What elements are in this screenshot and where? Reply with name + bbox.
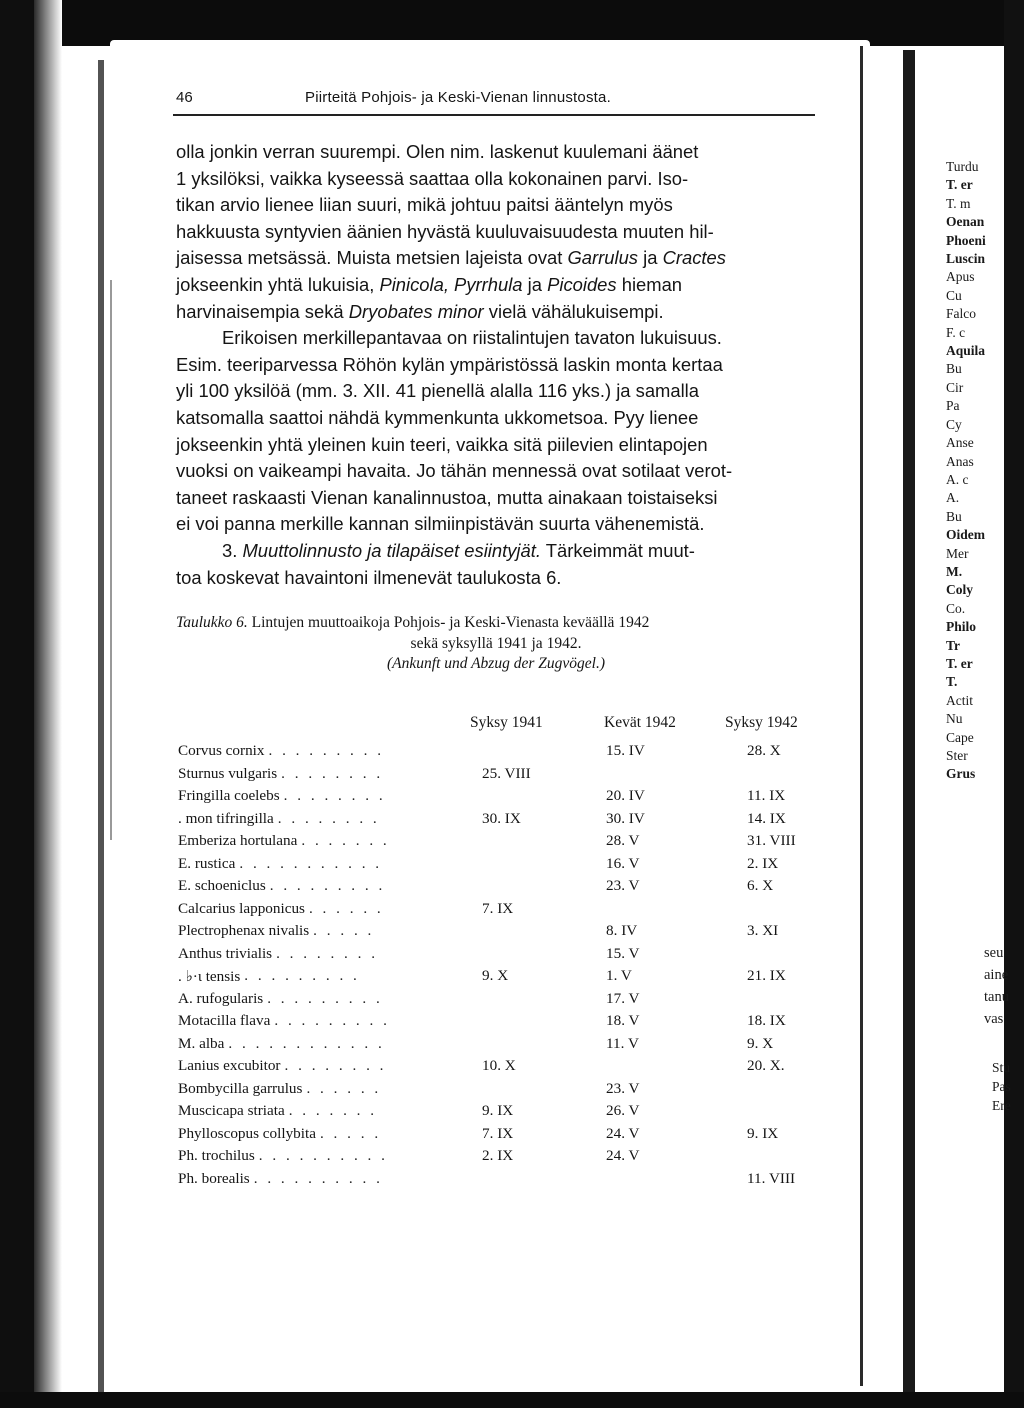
- table-row: [178, 1170, 838, 1193]
- value-kevat-1942: 23. V: [606, 877, 640, 894]
- table-caption: [176, 613, 816, 675]
- species-name: E. rustica: [178, 854, 236, 872]
- fragment-text: Co.: [946, 600, 966, 616]
- fragment-text: T. er: [946, 177, 973, 193]
- table-row: [178, 1035, 838, 1058]
- adjacent-page-fragment-lower: [984, 942, 1024, 1030]
- table-row: [178, 945, 838, 968]
- fragment-text: Stu: [992, 1060, 1011, 1075]
- fragment-text: aine: [984, 967, 1009, 983]
- value-kevat-1942: 1. V: [606, 967, 632, 984]
- value-kevat-1942: 16. V: [606, 854, 640, 872]
- value-syksy-1942: 6. X: [747, 877, 774, 894]
- fragment-text: Cape: [946, 729, 974, 745]
- value-kevat-1942: 24. V: [606, 1124, 640, 1142]
- table-row: [178, 765, 838, 788]
- value-syksy-1942: 31. VIII: [747, 832, 796, 849]
- text-line: toa koskevat havaintoni ilmenevät taulukosta 6.: [176, 566, 562, 588]
- value-syksy-1942: 9. X: [747, 1034, 774, 1052]
- dot-leader: . . . . . . . .: [283, 787, 386, 804]
- value-syksy-1942: 2. IX: [747, 854, 779, 872]
- scan-gap: [110, 40, 870, 50]
- dot-leader: . . . . . .: [306, 1079, 382, 1097]
- fragment-text: vas: [984, 1011, 1004, 1027]
- species-name: . ♭·ι tensis: [178, 968, 241, 985]
- fragment-text: A. c: [946, 471, 969, 487]
- value-syksy-1941: 9. IX: [482, 1102, 514, 1119]
- value-syksy-1942: 21. IX: [747, 967, 786, 984]
- species-name: Muscicapa striata: [178, 1102, 285, 1119]
- dot-leader: . . . . . . . . . . .: [239, 854, 383, 872]
- value-syksy-1942: 20. X.: [747, 1057, 785, 1074]
- fragment-text: Turdu: [946, 159, 979, 174]
- text-line: jokseenkin yhtä yleinen kuin teeri, vaikka sitä piilevien elintapojen: [176, 433, 708, 455]
- fragment-text: T. er: [946, 655, 973, 671]
- species-name: M. alba: [178, 1034, 225, 1052]
- scan-border-left: [0, 0, 34, 1408]
- fragment-text: Oidem: [946, 527, 985, 543]
- value-syksy-1941: 9. X: [482, 967, 509, 984]
- dot-leader: . . . . . . . .: [281, 764, 384, 782]
- adjacent-page-fragment: [946, 158, 1006, 784]
- fragment-text: Tr: [946, 637, 960, 653]
- running-head: Piirteitä Pohjois- ja Keski-Vienan linnustosta.: [305, 89, 611, 106]
- text-line: 1 yksilöksi, vaikka kyseessä saattaa olla kokonainen parvi. Iso-: [176, 167, 689, 189]
- scan-border-bottom: [0, 1392, 1024, 1408]
- table-row: [178, 810, 838, 833]
- text-line: hakkuusta syntyvien äänien hyvästä kuuluvaisuudesta muuten hil-: [176, 220, 714, 242]
- dot-leader: . . . . . . . . .: [267, 989, 383, 1007]
- value-syksy-1942: 9. IX: [747, 1124, 779, 1142]
- fragment-text: Cy: [946, 416, 962, 432]
- species-name: Ph. borealis: [178, 1169, 250, 1187]
- text-line: harvinaisempia sekä Dryobates minor vielä vähälukuisempi.: [176, 300, 664, 322]
- value-kevat-1942: 17. V: [606, 989, 640, 1007]
- fragment-text: Falco: [946, 306, 976, 322]
- text-line: vuoksi on vaikeampi havaita. Jo tähän mennessä ovat sotilaat verot-: [176, 460, 733, 482]
- fragment-text: Actit: [946, 692, 973, 708]
- caption-line-1: Taulukko 6. Lintujen muuttoaikoja Pohjois- ja Keski-Vienasta keväällä 1942: [176, 614, 650, 631]
- value-syksy-1942: 3. XI: [747, 922, 779, 939]
- table-row: [178, 832, 838, 855]
- paragraph-1-end: [176, 245, 816, 325]
- species-name: Motacilla flava: [178, 1012, 271, 1029]
- table-row: [178, 1012, 838, 1035]
- table-row: [178, 990, 838, 1013]
- text-line: yli 100 yksilöä (mm. 3. XII. 41 pienellä alalla 116 yks.) ja samalla: [176, 380, 700, 402]
- value-kevat-1942: 24. V: [606, 1147, 640, 1164]
- species-name: Bombycilla garrulus: [178, 1079, 303, 1097]
- species-name: Corvus cornix: [178, 742, 265, 759]
- species-name: Calcarius lapponicus: [178, 899, 305, 917]
- value-syksy-1941: 30. IX: [482, 809, 521, 827]
- species-name: Plectrophenax nivalis: [178, 922, 310, 939]
- table-label: Taulukko 6.: [176, 614, 248, 631]
- column-header-syksy-1941: Syksy 1941: [470, 714, 543, 731]
- fragment-text: Pa: [946, 398, 960, 414]
- table-row: [178, 1057, 838, 1080]
- text-line: katsomalla saattoi nähdä kymmenkunta ukkometsoa. Pyy lienee: [176, 406, 699, 428]
- fragment-text: Bu: [946, 361, 962, 377]
- dot-leader: . . . . . . . . .: [268, 742, 385, 759]
- binding-shadow-inner: [110, 280, 112, 840]
- value-syksy-1942: 11. IX: [747, 787, 786, 804]
- table-row: [178, 877, 838, 900]
- text-line: ei voi panna merkille kannan silmiinpistävän suurta vähenemistä.: [176, 513, 705, 535]
- dot-leader: . . . . . . . .: [277, 809, 380, 827]
- fragment-text: Anse: [946, 435, 974, 451]
- value-syksy-1941: 7. IX: [482, 1124, 514, 1142]
- fragment-text: T. m: [946, 195, 971, 211]
- table-row: [178, 900, 838, 923]
- page-number: 46: [176, 89, 193, 106]
- value-kevat-1942: 15. V: [606, 944, 640, 962]
- species-name: Ph. trochilus: [178, 1147, 255, 1164]
- species-name: Lanius excubitor: [178, 1057, 281, 1074]
- fragment-text: F. c: [946, 324, 966, 340]
- species-name: Anthus trivialis: [178, 944, 273, 962]
- table-row: [178, 1080, 838, 1103]
- table-row: [178, 1102, 838, 1125]
- text-line: Erikoisen merkillepantavaa on riistalintujen tavaton lukuisuus.: [222, 327, 722, 349]
- column-header-syksy-1942: Syksy 1942: [725, 714, 798, 731]
- scan-shadow-left: [34, 0, 62, 1408]
- migration-table: [178, 742, 838, 1192]
- value-syksy-1942: 28. X: [747, 742, 781, 759]
- fragment-text: Cir: [946, 379, 964, 395]
- species-name: Fringilla coelebs: [178, 787, 280, 804]
- adjacent-page-fragment-bottom: [992, 1058, 1024, 1115]
- value-kevat-1942: 11. V: [606, 1034, 639, 1052]
- value-syksy-1942: 11. VIII: [747, 1169, 796, 1187]
- dot-leader: . . . . . . .: [288, 1102, 378, 1119]
- species-name: E. schoeniclus: [178, 877, 266, 894]
- value-syksy-1941: 25. VIII: [482, 764, 531, 782]
- fragment-text: Anas: [946, 453, 974, 469]
- dot-leader: . . . . . . .: [301, 832, 390, 849]
- value-kevat-1942: 30. IV: [606, 809, 645, 827]
- dot-leader: . . . . . . . .: [284, 1057, 387, 1074]
- value-syksy-1941: 2. IX: [482, 1147, 514, 1164]
- species-name: Sturnus vulgaris: [178, 764, 278, 782]
- table-row: [178, 967, 838, 990]
- dot-leader: . . . . . . . . . .: [253, 1169, 383, 1187]
- text-line: olla jonkin verran suurempi. Olen nim. laskenut kuulemani äänet: [176, 141, 699, 162]
- dot-leader: . . . . . . . . .: [269, 877, 386, 894]
- table-row: [178, 742, 838, 765]
- dot-leader: . . . . . . . .: [276, 944, 379, 962]
- header-rule: [173, 114, 815, 116]
- paragraph-2: [176, 325, 816, 538]
- table-row: [178, 1125, 838, 1148]
- fragment-text: tanu: [984, 989, 1009, 1005]
- table-row: [178, 787, 838, 810]
- fragment-text: Philo: [946, 619, 977, 635]
- fragment-text: Bu: [946, 508, 962, 524]
- fragment-text: Ere: [992, 1098, 1011, 1113]
- fragment-text: Cu: [946, 287, 962, 303]
- text-line: Esim. teeriparvessa Röhön kylän ympäristössä laskin monta kertaa: [176, 353, 723, 375]
- value-kevat-1942: 26. V: [606, 1102, 640, 1119]
- body-text: [176, 139, 816, 591]
- table-row: [178, 855, 838, 878]
- dot-leader: . . . . . . . . . .: [258, 1147, 388, 1164]
- text-line: tikan arvio lienee liian suuri, mikä johtuu paitsi ääntelyn myös: [176, 194, 673, 216]
- fragment-text: Grus: [946, 766, 976, 782]
- text-line: taneet raskaasti Vienan kanalinnustoa, mutta ainakaan toistaiseksi: [176, 486, 718, 508]
- fragment-text: Luscin: [946, 251, 986, 267]
- value-kevat-1942: 28. V: [606, 832, 640, 849]
- species-name: . mon tifringilla: [178, 809, 274, 827]
- column-header-kevat-1942: Kevät 1942: [604, 714, 676, 731]
- fragment-text: Aquila: [946, 343, 986, 359]
- fragment-text: Ster: [946, 748, 968, 763]
- dot-leader: . . . . .: [319, 1124, 382, 1142]
- fragment-text: Phoeni: [946, 232, 986, 248]
- page-edge: [860, 46, 863, 1386]
- species-name: Phylloscopus collybita: [178, 1124, 316, 1142]
- value-kevat-1942: 18. V: [606, 1012, 640, 1029]
- scan-border-right: [1004, 0, 1024, 1408]
- fragment-text: Mer: [946, 545, 969, 561]
- dot-leader: . . . . . .: [308, 899, 384, 917]
- value-kevat-1942: 23. V: [606, 1079, 640, 1097]
- table-row: [178, 1147, 838, 1170]
- value-syksy-1941: 7. IX: [482, 899, 514, 917]
- gutter-shadow: [903, 50, 915, 1408]
- value-syksy-1941: 10. X: [482, 1057, 516, 1074]
- dot-leader: . . . . . . . . .: [274, 1012, 390, 1029]
- dot-leader: . . . . . . . . . . . .: [228, 1034, 385, 1052]
- value-kevat-1942: 15. IV: [606, 742, 645, 759]
- section-3-paragraph: [176, 538, 816, 591]
- binding-shadow: [98, 60, 104, 1400]
- fragment-text: Pas: [992, 1079, 1011, 1094]
- value-kevat-1942: 8. IV: [606, 922, 638, 939]
- fragment-text: Nu: [946, 711, 963, 727]
- caption-line-2: sekä syksyllä 1941 ja 1942.: [410, 634, 582, 652]
- fragment-text: seu: [984, 945, 1004, 961]
- fragment-text: M.: [946, 563, 963, 579]
- fragment-text: Coly: [946, 582, 973, 598]
- dot-leader: . . . . .: [313, 922, 375, 939]
- caption-line-3: (Ankunft und Abzug der Zugvögel.): [387, 655, 605, 672]
- text-line: jokseenkin yhtä lukuisia, Pinicola, Pyrrhula ja Picoides hieman: [176, 273, 683, 295]
- paragraph-1: [176, 139, 816, 245]
- value-syksy-1942: 18. IX: [747, 1012, 786, 1029]
- fragment-text: A.: [946, 490, 960, 506]
- fragment-text: Apus: [946, 269, 975, 285]
- section-3-heading-line: 3. Muuttolinnusto ja tilapäiset esiintyjät. Tärkeimmät muut-: [222, 539, 695, 561]
- value-syksy-1942: 14. IX: [747, 809, 786, 827]
- value-kevat-1942: 20. IV: [606, 787, 645, 804]
- dot-leader: . . . . . . . . .: [244, 967, 360, 984]
- text-line: jaisessa metsässä. Muista metsien lajeista ovat Garrulus ja Cractes: [176, 247, 726, 269]
- fragment-text: Oenan: [946, 214, 985, 230]
- fragment-text: T.: [946, 674, 958, 690]
- table-row: [178, 922, 838, 945]
- species-name: Emberiza hortulana: [178, 832, 298, 849]
- species-name: A. rufogularis: [178, 989, 264, 1007]
